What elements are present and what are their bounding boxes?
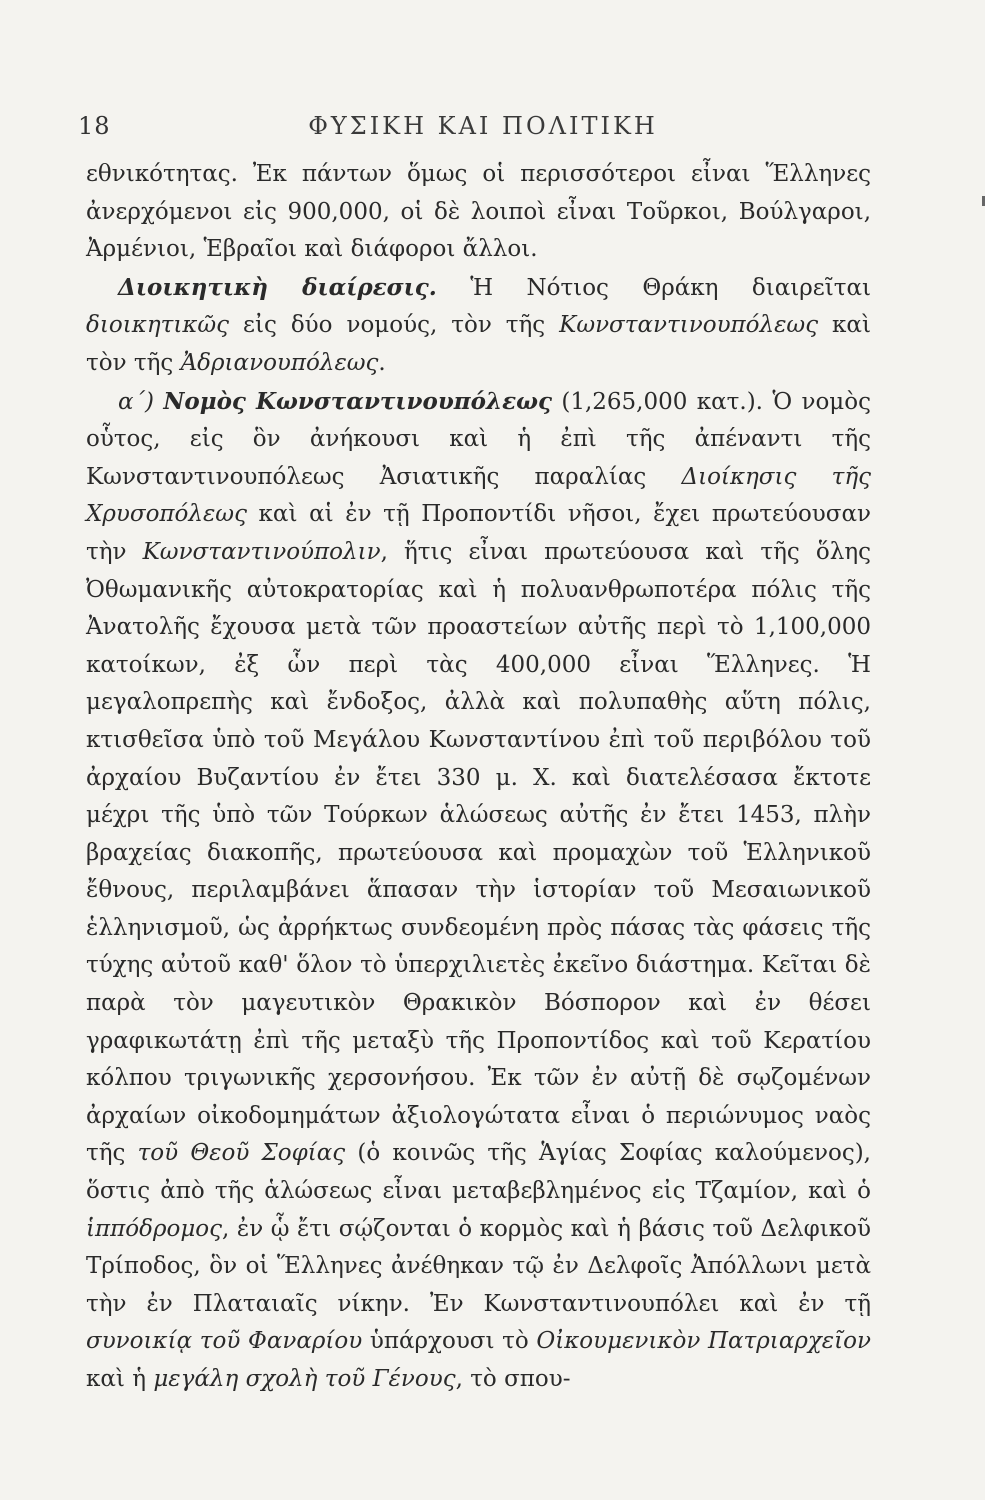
italic-term: συνοικίᾳ τοῦ Φαναρίου xyxy=(86,1328,363,1355)
italic-term: Ἀδριανουπόλεως xyxy=(180,349,379,376)
text-run: (ὁ κοινῶς τῆς Ἁγίας Σοφίας καλούμενος), ὅστις ἀπὸ τῆς ἁλώσεως εἶναι μεταβεβλημένος εἰς Τζαμίον, καὶ ὁ xyxy=(86,1140,871,1205)
italic-term: Οἰκουμενικὸν Πατριαρχεῖον xyxy=(536,1328,871,1355)
paragraph-administrative-division xyxy=(86,269,871,383)
text-run: , τὸ σπου- xyxy=(455,1366,571,1392)
italic-term: Διοίκησις τῆς Χρυσοπόλεως xyxy=(86,463,871,528)
section-prefix: α΄) xyxy=(118,388,164,415)
italic-term: τοῦ Θεοῦ Σοφίας xyxy=(137,1140,346,1167)
text-run: Ἡ Νότιος Θράκη διαιρεῖται xyxy=(436,274,871,301)
paragraph-constantinople-prefecture xyxy=(86,383,871,1399)
text-run: καὶ ἡ xyxy=(86,1366,154,1392)
text-run: καὶ τὸν τῆς xyxy=(86,312,871,376)
page-number: 18 xyxy=(78,112,111,140)
page-header xyxy=(78,112,888,152)
paragraph-ethnicities xyxy=(86,156,871,269)
text-run: (1,265,000 κατ.). Ὁ νομὸς οὗτος, εἰς ὃν ἀνήκουσι καὶ ἡ ἐπὶ τῆς ἀπέναντι τῆς Κωνσταντινουπόλεως Ἀσιατικῆς παραλίας xyxy=(86,388,871,490)
italic-term: Κωνσταντινουπόλεως xyxy=(559,312,819,339)
section-label: Διοικητικὴ διαίρεσις. xyxy=(118,273,437,301)
text-run: . xyxy=(378,349,386,376)
section-heading: Νομὸς Κωνσταντινουπόλεως xyxy=(163,387,552,415)
text-run: εἰς δύο νομούς, τὸν τῆς xyxy=(229,312,560,339)
text-run: ὑπάρχουσι τὸ xyxy=(362,1328,537,1355)
text-run: , ἐν ᾧ ἔτι σῴζονται ὁ κορμὸς καὶ ἡ βάσις τοῦ Δελφικοῦ Τρίποδος, ὃν οἱ Ἕλληνες ἀνέθηκαν τῷ ἐν Δελφοῖς Ἀπόλλωνι μετὰ τὴν ἐν Πλαταιαῖς νίκην. Ἐν Κωνσταντινουπόλει καὶ ἐν τῇ xyxy=(86,1215,871,1317)
paragraph-text: εθνικότητας. Ἐκ πάντων ὅμως οἱ περισσότεροι εἶναι Ἕλληνες ἀνερχόμενοι εἰς 900,000, οἱ δὲ λοιποὶ εἶναι Τοῦρκοι, Βούλγαροι, Ἀρμένιοι, Ἑβραῖοι καὶ διάφοροι ἄλλοι. xyxy=(86,161,871,263)
text-run: καὶ αἱ ἐν τῇ Προποντίδι νῆσοι, ἔχει πρωτεύουσαν τὴν xyxy=(86,501,871,565)
italic-term: μεγάλη σχολὴ τοῦ Γένους xyxy=(153,1366,456,1392)
italic-term: Κωνσταντινούπολιν xyxy=(142,538,381,565)
italic-term: διοικητικῶς xyxy=(86,312,230,339)
text-run: , ἥτις εἶναι πρωτεύουσα καὶ τῆς ὅλης Ὀθωμανικῆς αὐτοκρατορίας καὶ ἡ πολυανθρωποτέρα πόλις τῆς Ἀνατολῆς ἔχουσα μετὰ τῶν προαστείων αὐτῆς περὶ τὸ 1,100,000 κατοίκων, ἐξ ὧν περὶ τὰς 400,000 εἶναι Ἕλληνες. Ἡ μεγαλοπρεπὴς καὶ ἔνδοξος, ἀλλὰ καὶ πολυπαθὴς αὕτη πόλις, κτισθεῖσα ὑπὸ τοῦ Μεγάλου Κωνσταντίνου ἐπὶ τοῦ περιβόλου τοῦ ἀρχαίου Βυζαντίου ἐν ἔτει 330 μ. Χ. καὶ διατελέσασα ἔκτοτε μέχρι τῆς ὑπὸ τῶν Τούρκων ἁλώσεως αὐτῆς ἐν ἔτει 1453, πλὴν βραχείας διακοπῆς, πρωτεύουσα καὶ προμαχὼν τοῦ Ἑλληνικοῦ ἔθνους, περιλαμβάνει ἅπασαν τὴν ἱστορίαν τοῦ Μεσαιωνικοῦ ἑλληνισμοῦ, ὡς ἀρρήκτως συνδεομένη πρὸς πάσας τὰς φάσεις τῆς τύχης αὐτοῦ καθ' ὅλον τὸ ὑπερχιλιετὲς ἐκεῖνο διάστημα. Κεῖται δὲ παρὰ τὸν μαγευτικὸν Θρακικὸν Βόσπορον καὶ ἐν θέσει γραφικωτάτῃ ἐπὶ τῆς μεταξὺ τῆς Προποντίδος καὶ τοῦ Κερατίου κόλπου τριγωνικῆς χερσονήσου. Ἐκ τῶν ἐν αὐτῇ δὲ σῳζομένων ἀρχαίων οἰκοδομημάτων ἀξιολογώτατα εἶναι ὁ περιώνυμος ναὸς τῆς xyxy=(86,538,871,1167)
body-text xyxy=(86,156,871,1399)
italic-term: ἱππόδρομος xyxy=(86,1215,222,1242)
running-title: ΦΥΣΙΚΗ ΚΑΙ ΠΟΛΙΤΙΚΗ xyxy=(308,112,658,140)
